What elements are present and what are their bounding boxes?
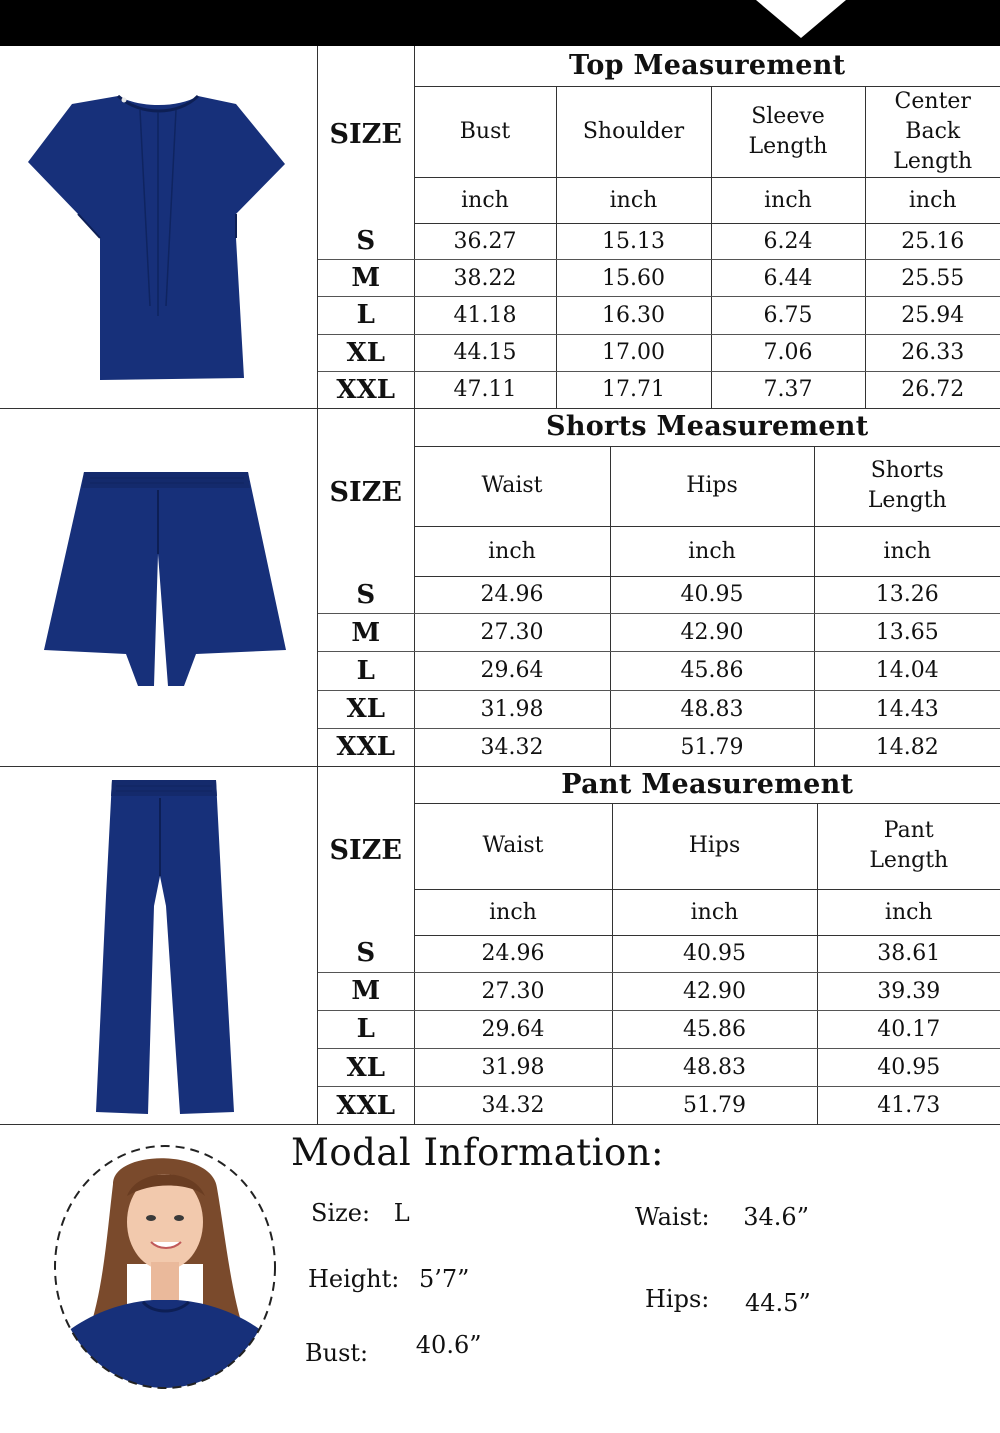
column-header: Sleeve Length xyxy=(711,86,865,177)
header-notch-icon xyxy=(0,0,1000,46)
table-row xyxy=(318,690,1000,728)
column-header: Bust xyxy=(414,86,556,177)
size-cell: M xyxy=(318,972,414,1010)
table-row xyxy=(318,371,1000,408)
unit-cell: inch xyxy=(556,177,711,223)
value-cell: 14.04 xyxy=(814,652,1000,690)
size-cell: XL xyxy=(318,1048,414,1086)
unit-cell: inch xyxy=(817,889,1000,935)
value-cell: 13.26 xyxy=(814,576,1000,614)
value-cell: 29.64 xyxy=(414,652,610,690)
shorts-measurement-table xyxy=(318,408,1000,766)
value-cell: 45.86 xyxy=(610,652,814,690)
value-cell: 48.83 xyxy=(610,690,814,728)
value-cell: 47.11 xyxy=(414,371,556,408)
model-size xyxy=(311,1199,410,1227)
table-row xyxy=(318,334,1000,371)
column-header: Shoulder xyxy=(556,86,711,177)
unit-cell: inch xyxy=(414,177,556,223)
table-row xyxy=(318,652,1000,690)
model-waist-value: 34.6” xyxy=(743,1203,809,1231)
value-cell: 40.95 xyxy=(817,1048,1000,1086)
model-info-title: Modal Information: xyxy=(291,1131,665,1174)
pant-section xyxy=(0,766,1000,1125)
value-cell: 7.06 xyxy=(711,334,865,371)
shorts-garment-panel xyxy=(0,408,318,766)
value-cell: 6.44 xyxy=(711,260,865,297)
value-cell: 26.33 xyxy=(865,334,1000,371)
value-cell: 24.96 xyxy=(414,576,610,614)
model-waist-label: Waist: xyxy=(635,1203,710,1231)
table-row xyxy=(318,972,1000,1010)
top-garment-panel xyxy=(0,46,318,408)
model-height-label: Height: xyxy=(308,1265,400,1293)
value-cell: 42.90 xyxy=(612,972,817,1010)
model-bust-value: 40.6” xyxy=(415,1331,482,1359)
top-garment-icon xyxy=(0,46,317,408)
value-cell: 14.43 xyxy=(814,690,1000,728)
unit-cell: inch xyxy=(865,177,1000,223)
value-cell: 27.30 xyxy=(414,972,612,1010)
value-cell: 40.95 xyxy=(610,576,814,614)
size-cell: XL xyxy=(318,690,414,728)
value-cell: 42.90 xyxy=(610,614,814,652)
unit-cell: inch xyxy=(610,526,814,576)
column-header: Pant Length xyxy=(869,818,949,873)
value-cell: 38.61 xyxy=(817,935,1000,972)
value-cell: 40.95 xyxy=(612,935,817,972)
value-cell: 26.72 xyxy=(901,377,965,403)
value-cell: 36.27 xyxy=(414,223,556,260)
table-row xyxy=(318,223,1000,260)
pant-measurement-table xyxy=(318,766,1000,1124)
model-hips-label: Hips: xyxy=(645,1285,710,1313)
table-row xyxy=(318,1087,1000,1124)
size-cell: L xyxy=(318,652,414,690)
table-row xyxy=(318,576,1000,614)
pant-garment-panel xyxy=(0,766,318,1124)
value-cell: 6.75 xyxy=(711,297,865,334)
value-cell: 13.65 xyxy=(814,614,1000,652)
value-cell: 24.96 xyxy=(414,935,612,972)
size-cell: L xyxy=(318,297,414,334)
table-title: Shorts Measurement xyxy=(414,408,1000,446)
value-cell: 25.94 xyxy=(865,297,1000,334)
table-row xyxy=(318,297,1000,334)
column-header: Hips xyxy=(610,446,814,526)
table-row xyxy=(318,1010,1000,1048)
model-height-value: 5’7” xyxy=(419,1265,470,1293)
unit-cell: inch xyxy=(711,177,865,223)
value-cell: 6.24 xyxy=(711,223,865,260)
size-header: SIZE xyxy=(318,408,414,576)
table-title: Pant Measurement xyxy=(414,766,1000,803)
size-cell: M xyxy=(318,260,414,297)
value-cell: 41.73 xyxy=(877,1093,941,1118)
value-cell: 39.39 xyxy=(817,972,1000,1010)
value-cell: 48.83 xyxy=(612,1048,817,1086)
shorts-garment-icon xyxy=(0,408,317,766)
value-cell: 15.60 xyxy=(556,260,711,297)
size-cell: XXL xyxy=(318,728,414,766)
value-cell: 25.16 xyxy=(865,223,1000,260)
value-cell: 34.32 xyxy=(414,728,610,766)
size-header: SIZE xyxy=(318,766,414,935)
value-cell: 31.98 xyxy=(414,1048,612,1086)
value-cell: 38.22 xyxy=(414,260,556,297)
table-row xyxy=(318,1048,1000,1086)
model-bust-label: Bust: xyxy=(305,1339,369,1367)
model-size-label: Size: xyxy=(311,1199,371,1227)
column-header: Hips xyxy=(612,803,817,889)
size-cell: XXL xyxy=(318,1087,414,1124)
value-cell: 45.86 xyxy=(612,1010,817,1048)
value-cell: 44.15 xyxy=(414,334,556,371)
value-cell: 16.30 xyxy=(556,297,711,334)
model-height xyxy=(308,1265,469,1293)
value-cell: 34.32 xyxy=(414,1087,612,1124)
model-hips-value: 44.5” xyxy=(745,1289,811,1317)
size-header: SIZE xyxy=(318,46,414,223)
unit-cell: inch xyxy=(814,526,1000,576)
size-cell: S xyxy=(318,935,414,972)
top-section xyxy=(0,46,1000,409)
size-cell: L xyxy=(318,1010,414,1048)
value-cell: 27.30 xyxy=(414,614,610,652)
value-cell: 7.37 xyxy=(711,371,865,408)
model-information-section xyxy=(0,1125,1000,1433)
unit-cell: inch xyxy=(414,889,612,935)
value-cell: 14.82 xyxy=(875,734,939,760)
size-cell: XXL xyxy=(318,371,414,408)
model-portrait-icon xyxy=(53,1144,277,1390)
value-cell: 29.64 xyxy=(414,1010,612,1048)
value-cell: 15.13 xyxy=(556,223,711,260)
unit-cell: inch xyxy=(612,889,817,935)
size-cell: S xyxy=(318,223,414,260)
model-waist xyxy=(635,1203,809,1231)
table-row xyxy=(318,935,1000,972)
value-cell: 25.55 xyxy=(865,260,1000,297)
pant-garment-icon xyxy=(0,766,317,1124)
unit-cell: inch xyxy=(414,526,610,576)
model-size-value: L xyxy=(393,1199,410,1227)
table-row xyxy=(318,614,1000,652)
size-cell: S xyxy=(318,576,414,614)
value-cell: 17.71 xyxy=(556,371,711,408)
top-measurement-table xyxy=(318,46,1000,408)
size-cell: XL xyxy=(318,334,414,371)
column-header: Shorts Length xyxy=(867,458,947,513)
table-row xyxy=(318,728,1000,766)
column-header: Waist xyxy=(414,803,612,889)
value-cell: 51.79 xyxy=(610,728,814,766)
value-cell: 40.17 xyxy=(817,1010,1000,1048)
column-header: Center Back Length xyxy=(893,88,973,174)
shorts-section xyxy=(0,408,1000,767)
header-bar xyxy=(0,0,1000,46)
table-row xyxy=(318,260,1000,297)
column-header: Waist xyxy=(414,446,610,526)
value-cell: 51.79 xyxy=(612,1087,817,1124)
value-cell: 17.00 xyxy=(556,334,711,371)
model-bust xyxy=(305,1331,482,1367)
value-cell: 41.18 xyxy=(414,297,556,334)
size-cell: M xyxy=(318,614,414,652)
table-title: Top Measurement xyxy=(414,46,1000,86)
model-hips xyxy=(645,1285,811,1317)
value-cell: 31.98 xyxy=(414,690,610,728)
